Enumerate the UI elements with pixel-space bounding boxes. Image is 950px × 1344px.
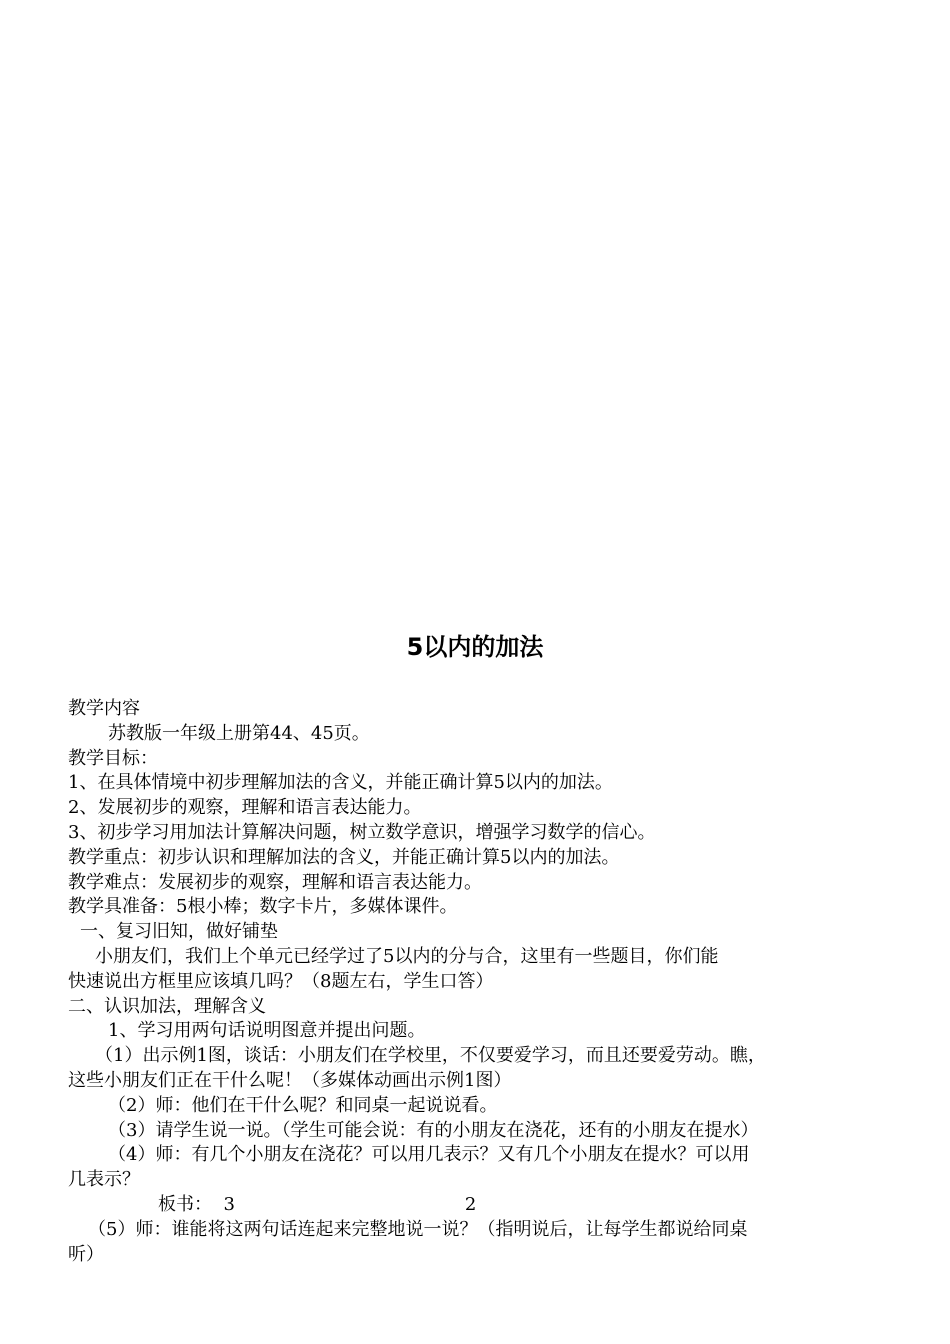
board-writing-line bbox=[68, 1193, 888, 1218]
section-heading-objectives: 教学目标： bbox=[68, 747, 158, 769]
paragraph-line: 苏教版一年级上册第44、45页。 bbox=[108, 722, 370, 744]
difficulty-line: 教学难点：发展初步的观察，理解和语言表达能力。 bbox=[68, 871, 482, 893]
paragraph-line: 听） bbox=[68, 1243, 104, 1265]
board-value-b: 2 bbox=[464, 1193, 477, 1215]
paragraph-line: 小朋友们，我们上个单元已经学过了5以内的分与合，这里有一些题目，你们能 bbox=[95, 945, 719, 967]
objective-item: 1、在具体情境中初步理解加法的含义，并能正确计算5以内的加法。 bbox=[68, 772, 613, 794]
paragraph-line: 几表示？ bbox=[68, 1169, 140, 1191]
key-point-line: 教学重点：初步认识和理解加法的含义，并能正确计算5以内的加法。 bbox=[68, 846, 620, 868]
objective-item: 3、初步学习用加法计算解决问题，树立数学意识，增强学习数学的信心。 bbox=[68, 821, 656, 843]
board-value-a: 3 bbox=[223, 1193, 235, 1215]
objective-item: 2、发展初步的观察，理解和语言表达能力。 bbox=[68, 797, 422, 819]
paragraph-line: （4）师：有几个小朋友在浇花？可以用几表示？又有几个小朋友在提水？可以用 bbox=[108, 1144, 750, 1166]
document-body bbox=[68, 697, 888, 1267]
paragraph-line: 快速说出方框里应该填几吗？（8题左右，学生口答） bbox=[68, 970, 494, 992]
paragraph-line: 这些小朋友们正在干什么呢！（多媒体动画出示例1图） bbox=[68, 1069, 512, 1091]
paragraph-line: 1、学习用两句话说明图意并提出问题。 bbox=[108, 1020, 426, 1042]
section-heading-review: 一、复习旧知，做好铺垫 bbox=[80, 921, 278, 943]
paragraph-line: （5）师：谁能将这两句话连起来完整地说一说？（指明说后，让每学生都说给同桌 bbox=[88, 1218, 748, 1240]
section-heading-addition: 二、认识加法，理解含义 bbox=[68, 995, 266, 1017]
document-title: 5以内的加法 bbox=[406, 633, 544, 661]
paragraph-line: （3）请学生说一说。（学生可能会说：有的小朋友在浇花，还有的小朋友在提水） bbox=[108, 1119, 759, 1141]
paragraph-line: （2）师：他们在干什么呢？和同桌一起说说看。 bbox=[108, 1094, 498, 1116]
materials-line: 教学具准备：5根小棒；数字卡片，多媒体课件。 bbox=[68, 896, 458, 918]
board-label: 板书： bbox=[158, 1193, 212, 1215]
section-heading-content: 教学内容 bbox=[68, 698, 140, 719]
paragraph-line: （1）出示例1图，谈话：小朋友们在学校里，不仅要爱学习，而且还要爱劳动。瞧， bbox=[95, 1045, 766, 1067]
